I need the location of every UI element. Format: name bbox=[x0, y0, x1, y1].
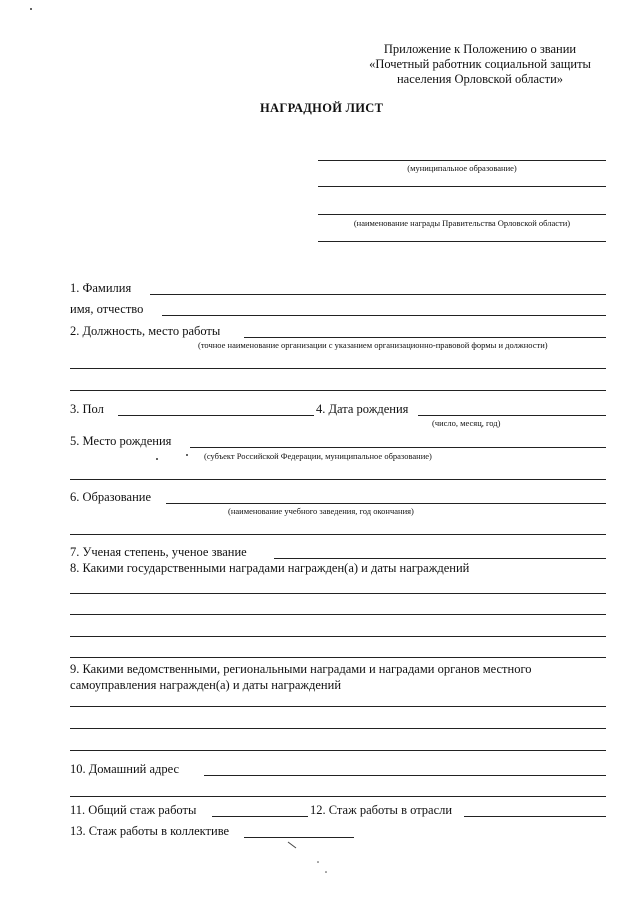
birth-date-caption: (число, месяц, год) bbox=[432, 418, 501, 428]
scan-speck bbox=[317, 861, 319, 863]
industry-experience-label: 12. Стаж работы в отрасли bbox=[310, 803, 453, 817]
scan-speck bbox=[325, 871, 327, 873]
scan-speck bbox=[30, 8, 32, 10]
appendix-line-1: Приложение к Положению о звании bbox=[383, 42, 577, 56]
birthplace-caption: (субъект Российской Федерации, муниципальное образование) bbox=[204, 451, 432, 461]
degree-label: 7. Ученая степень, ученое звание bbox=[70, 545, 247, 559]
award-name-caption: (наименование награды Правительства Орловской области) bbox=[353, 218, 571, 228]
appendix-line-2: «Почетный работник социальной защиты bbox=[369, 57, 591, 71]
municipality-caption: (муниципальное образование) bbox=[407, 163, 517, 173]
education-label: 6. Образование bbox=[70, 490, 152, 504]
position-caption: (точное наименование организации с указанием организационно-правовой формы и должности) bbox=[198, 340, 548, 350]
education-caption: (наименование учебного заведения, год окончания) bbox=[228, 506, 414, 516]
name-patronymic-label: имя, отчество bbox=[70, 302, 144, 316]
position-label: 2. Должность, место работы bbox=[70, 324, 221, 338]
state-awards-label: 8. Какими государственными наградами награжден(а) и даты награждений bbox=[70, 561, 470, 575]
document-title: НАГРАДНОЙ ЛИСТ bbox=[260, 101, 384, 115]
birth-date-label: 4. Дата рождения bbox=[316, 402, 409, 416]
regional-awards-label-1: 9. Какими ведомственными, региональными наградами и наградами органов местного bbox=[70, 662, 532, 676]
home-address-label: 10. Домашний адрес bbox=[70, 762, 180, 776]
total-experience-label: 11. Общий стаж работы bbox=[70, 803, 197, 817]
birthplace-label: 5. Место рождения bbox=[70, 434, 172, 448]
appendix-line-3: населения Орловской области» bbox=[396, 72, 564, 86]
surname-label: 1. Фамилия bbox=[70, 281, 132, 295]
team-experience-label: 13. Стаж работы в коллективе bbox=[70, 824, 230, 838]
sex-label: 3. Пол bbox=[70, 402, 104, 416]
regional-awards-label-2: самоуправления награжден(а) и даты награждений bbox=[70, 678, 342, 692]
scan-mark bbox=[288, 842, 296, 848]
